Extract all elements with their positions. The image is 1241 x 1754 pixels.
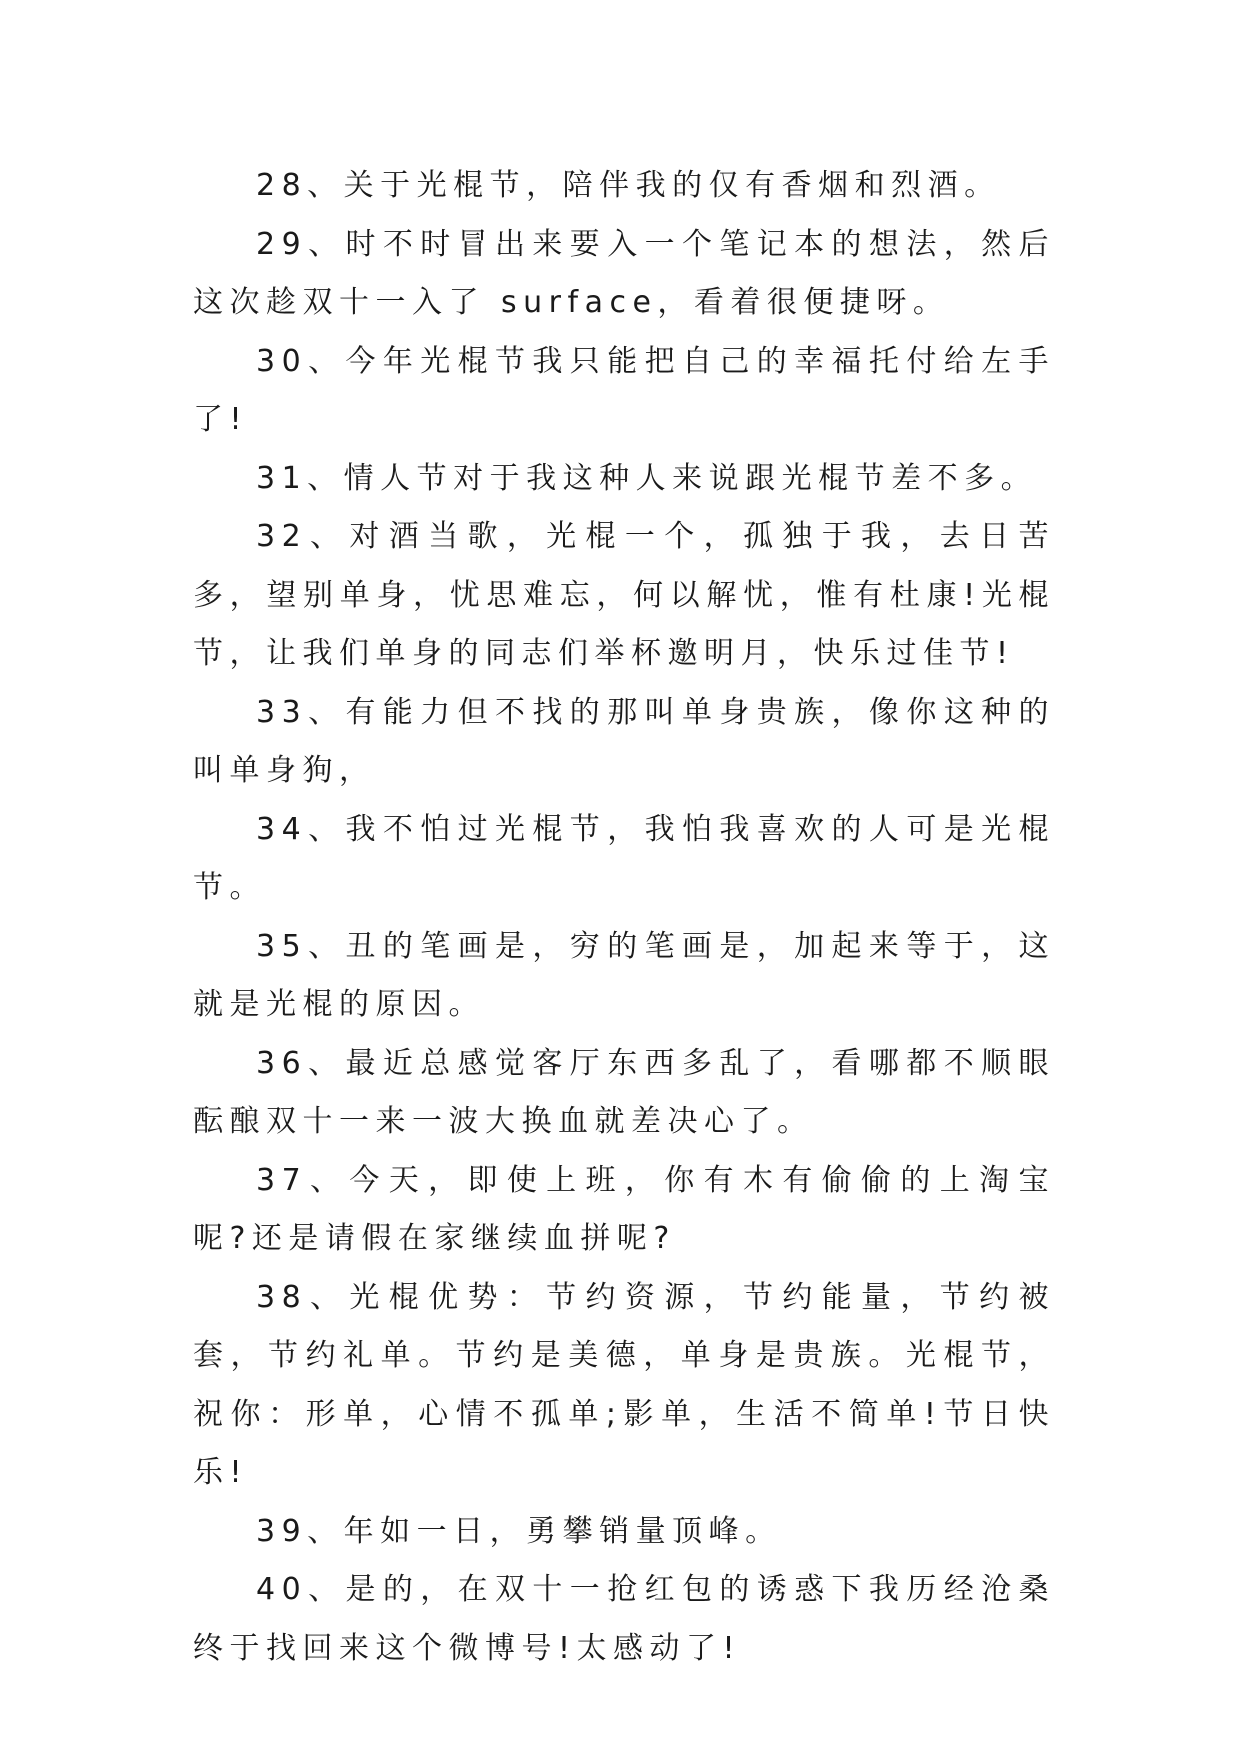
paragraph-38: 38、光棍优势：节约资源，节约能量，节约被套，节约礼单。节约是美德，单身是贵族。光棍节，祝你：形单，心情不孤单;影单，生活不简单!节日快乐! <box>193 1279 1055 1490</box>
paragraph-28: 28、关于光棍节，陪伴我的仅有香烟和烈酒。 <box>256 168 1001 203</box>
paragraph-32: 32、对酒当歌，光棍一个，孤独于我，去日苦多，望别单身，忧思难忘，何以解忧，惟有杜康!光棍节，让我们单身的同志们举杯邀明月，快乐过佳节! <box>193 519 1055 671</box>
paragraph-33: 33、有能力但不找的那叫单身贵族，像你这种的叫单身狗， <box>193 694 1055 788</box>
paragraph-31: 31、情人节对于我这种人来说跟光棍节差不多。 <box>256 460 1038 496</box>
paragraph-36: 36、最近总感觉客厅东西多乱了，看哪都不顺眼酝酿双十一来一波大换血就差决心了。 <box>193 1045 1055 1139</box>
paragraph-29: 29、时不时冒出来要入一个笔记本的想法，然后这次趁双十一入了 surface，看着很便捷呀。 <box>193 226 1055 320</box>
paragraph-35: 35、丑的笔画是，穷的笔画是，加起来等于，这就是光棍的原因。 <box>193 928 1055 1022</box>
paragraph-40: 40、是的，在双十一抢红包的诱惑下我历经沧桑终于找回来这个微博号!太感动了! <box>193 1572 1055 1666</box>
paragraph-39: 39、年如一日，勇攀销量顶峰。 <box>256 1513 782 1549</box>
paragraph-30: 30、今年光棍节我只能把自己的幸福托付给左手了! <box>193 343 1055 437</box>
document-body <box>193 157 1055 1678</box>
paragraph-34: 34、我不怕过光棍节，我怕我喜欢的人可是光棍节。 <box>193 811 1055 905</box>
paragraph-37: 37、今天，即使上班，你有木有偷偷的上淘宝呢?还是请假在家继续血拼呢? <box>193 1162 1055 1256</box>
